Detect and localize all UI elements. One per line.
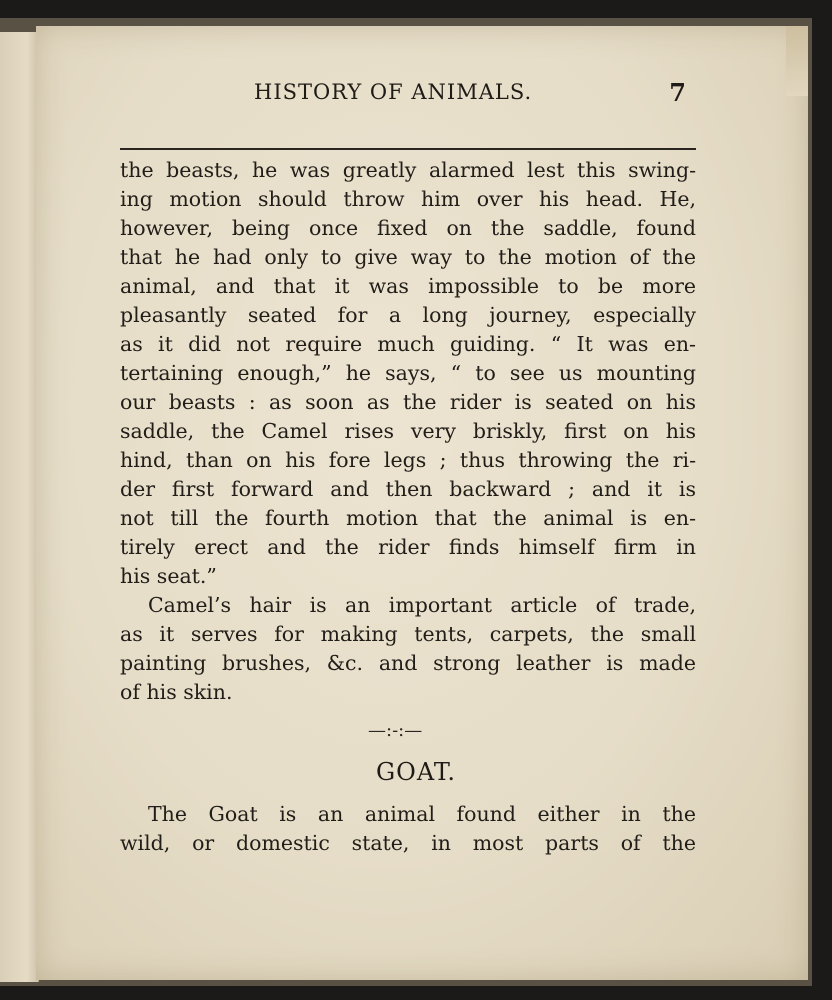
text-line: ing motion should throw him over his head. He, bbox=[120, 187, 696, 211]
camel-text-block bbox=[120, 156, 696, 707]
text-line: tertaining enough,” he says, “ to see us mounting bbox=[120, 361, 696, 385]
text-line: wild, or domestic state, in most parts of the bbox=[120, 831, 696, 855]
text-line: as it serves for making tents, carpets, the small bbox=[120, 622, 696, 646]
page-corner bbox=[786, 26, 808, 96]
previous-page-edge bbox=[0, 32, 39, 982]
text-line: pleasantly seated for a long journey, especially bbox=[120, 303, 696, 327]
running-header bbox=[218, 80, 698, 120]
text-line: of his skin. bbox=[120, 680, 233, 704]
text-line: not till the fourth motion that the animal is en- bbox=[120, 506, 696, 530]
text-line: that he had only to give way to the motion of the bbox=[120, 245, 696, 269]
section-separator: —:-:— bbox=[368, 720, 423, 741]
text-line: saddle, the Camel rises very briskly, first on his bbox=[120, 419, 696, 443]
text-line: the beasts, he was greatly alarmed lest this swing- bbox=[120, 158, 696, 182]
page-number: 7 bbox=[669, 78, 686, 107]
text-line: hind, than on his fore legs ; thus throwing the ri- bbox=[120, 448, 696, 472]
text-line: however, being once fixed on the saddle, found bbox=[120, 216, 696, 240]
header-rule bbox=[120, 148, 696, 150]
text-line: tirely erect and the rider finds himself firm in bbox=[120, 535, 696, 559]
text-line: his seat.” bbox=[120, 564, 217, 588]
text-line: painting brushes, &c. and strong leather is made bbox=[120, 651, 696, 675]
text-line: as it did not require much guiding. “ It was en- bbox=[120, 332, 696, 356]
running-title: HISTORY OF ANIMALS. bbox=[254, 80, 533, 104]
text-line: our beasts : as soon as the rider is seated on his bbox=[120, 390, 696, 414]
text-line: der first forward and then backward ; and it is bbox=[120, 477, 696, 501]
goat-text-block bbox=[120, 800, 696, 858]
text-line: The Goat is an animal found either in the bbox=[148, 802, 696, 826]
text-line: Camel’s hair is an important article of trade, bbox=[148, 593, 696, 617]
section-title-goat: GOAT. bbox=[376, 758, 456, 786]
text-line: animal, and that it was impossible to be more bbox=[120, 274, 696, 298]
